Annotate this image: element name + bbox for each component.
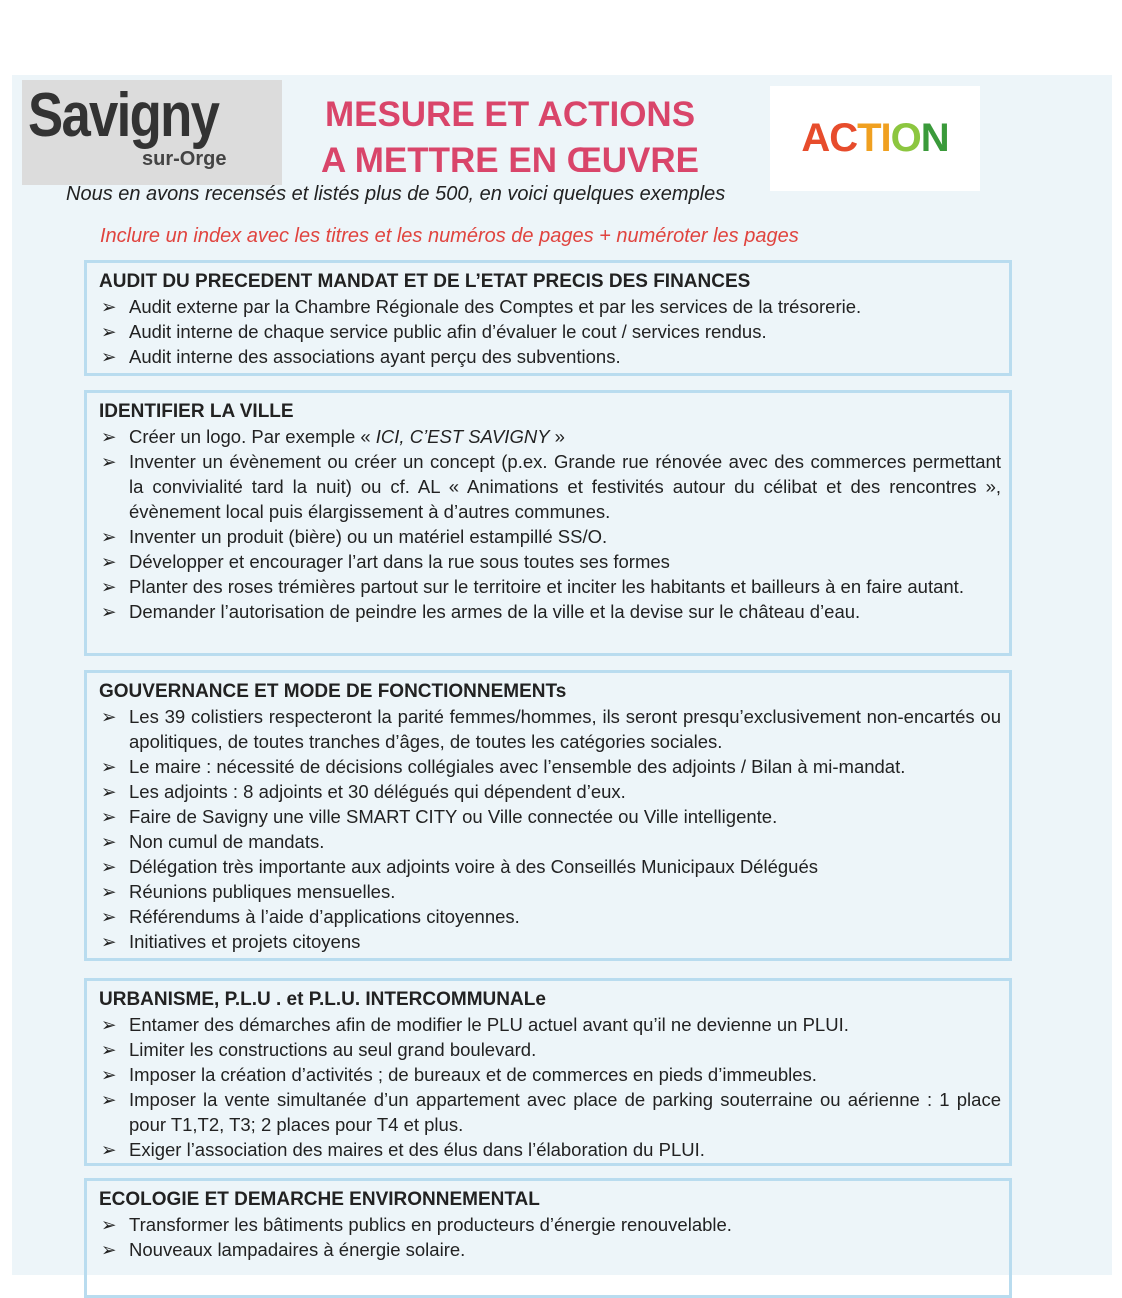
arrow-bullet-icon: ➢ [101,1239,117,1260]
section-list [99,294,1001,369]
item-text: Audit externe par la Chambre Régionale des Comptes et par les services de la trésorerie. [129,296,862,317]
arrow-bullet-icon: ➢ [101,426,117,447]
arrow-bullet-icon: ➢ [101,1039,117,1060]
page-title [290,92,730,184]
arrow-bullet-icon: ➢ [101,576,117,597]
list-item [99,574,1001,599]
arrow-bullet-icon: ➢ [101,451,117,472]
item-text: Planter des roses trémières partout sur le territoire et inciter les habitants et bailleurs à en faire autant. [129,576,964,597]
section-title: IDENTIFIER LA VILLE [99,401,294,422]
section-list [99,704,1001,954]
section-box [84,260,1012,376]
savigny-logo [22,80,282,185]
arrow-bullet-icon: ➢ [101,831,117,852]
item-text: Développer et encourager l’art dans la rue sous toutes ses formes [129,551,670,572]
arrow-bullet-icon: ➢ [101,781,117,802]
list-item [99,344,1001,369]
section-box [84,670,1012,961]
item-text: Audit interne des associations ayant perçu des subventions. [129,346,621,367]
arrow-bullet-icon: ➢ [101,756,117,777]
list-item [99,294,1001,319]
section-box [84,1178,1012,1298]
arrow-bullet-icon: ➢ [101,806,117,827]
item-text: Imposer la vente simultanée d’un appartement avec place de parking souterraine ou aérienne : 1 place pour T1,T2, T3; 2 places pour T4 et plus. [129,1089,1001,1135]
list-item [99,779,1001,804]
list-item [99,524,1001,549]
list-item [99,879,1001,904]
logo-example: ICI, C’EST SAVIGNY [375,426,550,447]
arrow-bullet-icon: ➢ [101,551,117,572]
intro-text: Nous en avons recensés et listés plus de 500, en voici quelques exemples [66,183,726,205]
item-text: Exiger l’association des maires et des élus dans l’élaboration du PLUI. [129,1139,705,1160]
list-item [99,829,1001,854]
list-item [99,704,1001,754]
item-text: Les adjoints : 8 adjoints et 30 délégués qui dépendent d’eux. [129,781,626,802]
item-text: Faire de Savigny une ville SMART CITY ou Ville connectée ou Ville intelligente. [129,806,778,827]
arrow-bullet-icon: ➢ [101,601,117,622]
item-text: Transformer les bâtiments publics en producteurs d’énergie renouvelable. [129,1214,732,1235]
section-title: ECOLOGIE ET DEMARCHE ENVIRONNEMENTAL [99,1189,540,1210]
item-text: Réunions publiques mensuelles. [129,881,396,902]
list-item [99,1137,1001,1162]
list-item [99,1212,1001,1237]
section-box [84,978,1012,1166]
list-item [99,424,1001,449]
list-item [99,804,1001,829]
arrow-bullet-icon: ➢ [101,296,117,317]
action-image: AC TI O N [770,86,980,191]
item-text: Imposer la création d’activités ; de bureaux et de commerces en pieds d’immeubles. [129,1064,817,1085]
title-line-2: A METTRE EN ŒUVRE [321,141,699,180]
list-item [99,1237,1001,1262]
section-title: GOUVERNANCE ET MODE DE FONCTIONNEMENTs [99,681,567,702]
item-text: Référendums à l’aide d’applications citoyennes. [129,906,520,927]
section-list [99,1012,1001,1162]
item-text: Inventer un évènement ou créer un concept (p.ex. Grande rue rénovée avec des commerces permettant la convivialité tard la nuit) ou cf. AL « Animations et festivités autour du célibat et des rencontres », évènement local puis élargissement à d’autres communes. [129,451,1001,522]
section-title: AUDIT DU PRECEDENT MANDAT ET DE L’ETAT PRECIS DES FINANCES [99,271,751,292]
list-item [99,1062,1001,1087]
list-item [99,754,1001,779]
item-text: Nouveaux lampadaires à énergie solaire. [129,1239,466,1260]
list-item [99,549,1001,574]
item-text: Non cumul de mandats. [129,831,325,852]
arrow-bullet-icon: ➢ [101,1214,117,1235]
list-item [99,1087,1001,1137]
item-text: Initiatives et projets citoyens [129,931,361,952]
list-item [99,904,1001,929]
item-text: Créer un logo. Par exemple « [129,426,376,447]
arrow-bullet-icon: ➢ [101,321,117,342]
item-text: Les 39 colistiers respecteront la parité femmes/hommes, ils seront presqu’exclusivement non-encartés ou apolitiques, de toutes tranches d’âges, de toutes les catégories sociales. [129,706,1001,752]
list-item [99,1037,1001,1062]
arrow-bullet-icon: ➢ [101,346,117,367]
arrow-bullet-icon: ➢ [101,706,117,727]
arrow-bullet-icon: ➢ [101,1064,117,1085]
arrow-bullet-icon: ➢ [101,881,117,902]
list-item [99,449,1001,524]
section-box [84,390,1012,656]
list-item [99,1012,1001,1037]
arrow-bullet-icon: ➢ [101,1089,117,1110]
list-item [99,319,1001,344]
arrow-bullet-icon: ➢ [101,856,117,877]
arrow-bullet-icon: ➢ [101,931,117,952]
section-title: URBANISME, P.L.U . et P.L.U. INTERCOMMUNALe [99,989,546,1010]
arrow-bullet-icon: ➢ [101,906,117,927]
item-text: Délégation très importante aux adjoints voire à des Conseillés Municipaux Délégués [129,856,818,877]
quote-close: » [549,426,565,447]
section-list [99,424,1001,624]
item-text: Demander l’autorisation de peindre les armes de la ville et la devise sur le château d’eau. [129,601,861,622]
list-item [99,854,1001,879]
list-item [99,929,1001,954]
arrow-bullet-icon: ➢ [101,1014,117,1035]
item-text: Audit interne de chaque service public afin d’évaluer le cout / services rendus. [129,321,767,342]
item-text: Limiter les constructions au seul grand boulevard. [129,1039,537,1060]
logo-text: Savigny [28,81,219,150]
section-list [99,1212,1001,1262]
item-text: Entamer des démarches afin de modifier le PLU actuel avant qu’il ne devienne un PLUI. [129,1014,849,1035]
logo-subtext: sur-Orge [142,148,227,170]
item-text: Inventer un produit (bière) ou un matériel estampillé SS/O. [129,526,608,547]
list-item [99,599,1001,624]
item-text: Le maire : nécessité de décisions collégiales avec l’ensemble des adjoints / Bilan à mi-mandat. [129,756,906,777]
title-line-1: MESURE ET ACTIONS [324,95,696,134]
arrow-bullet-icon: ➢ [101,1139,117,1160]
editor-note: Inclure un index avec les titres et les numéros de pages + numéroter les pages [100,225,799,247]
arrow-bullet-icon: ➢ [101,526,117,547]
